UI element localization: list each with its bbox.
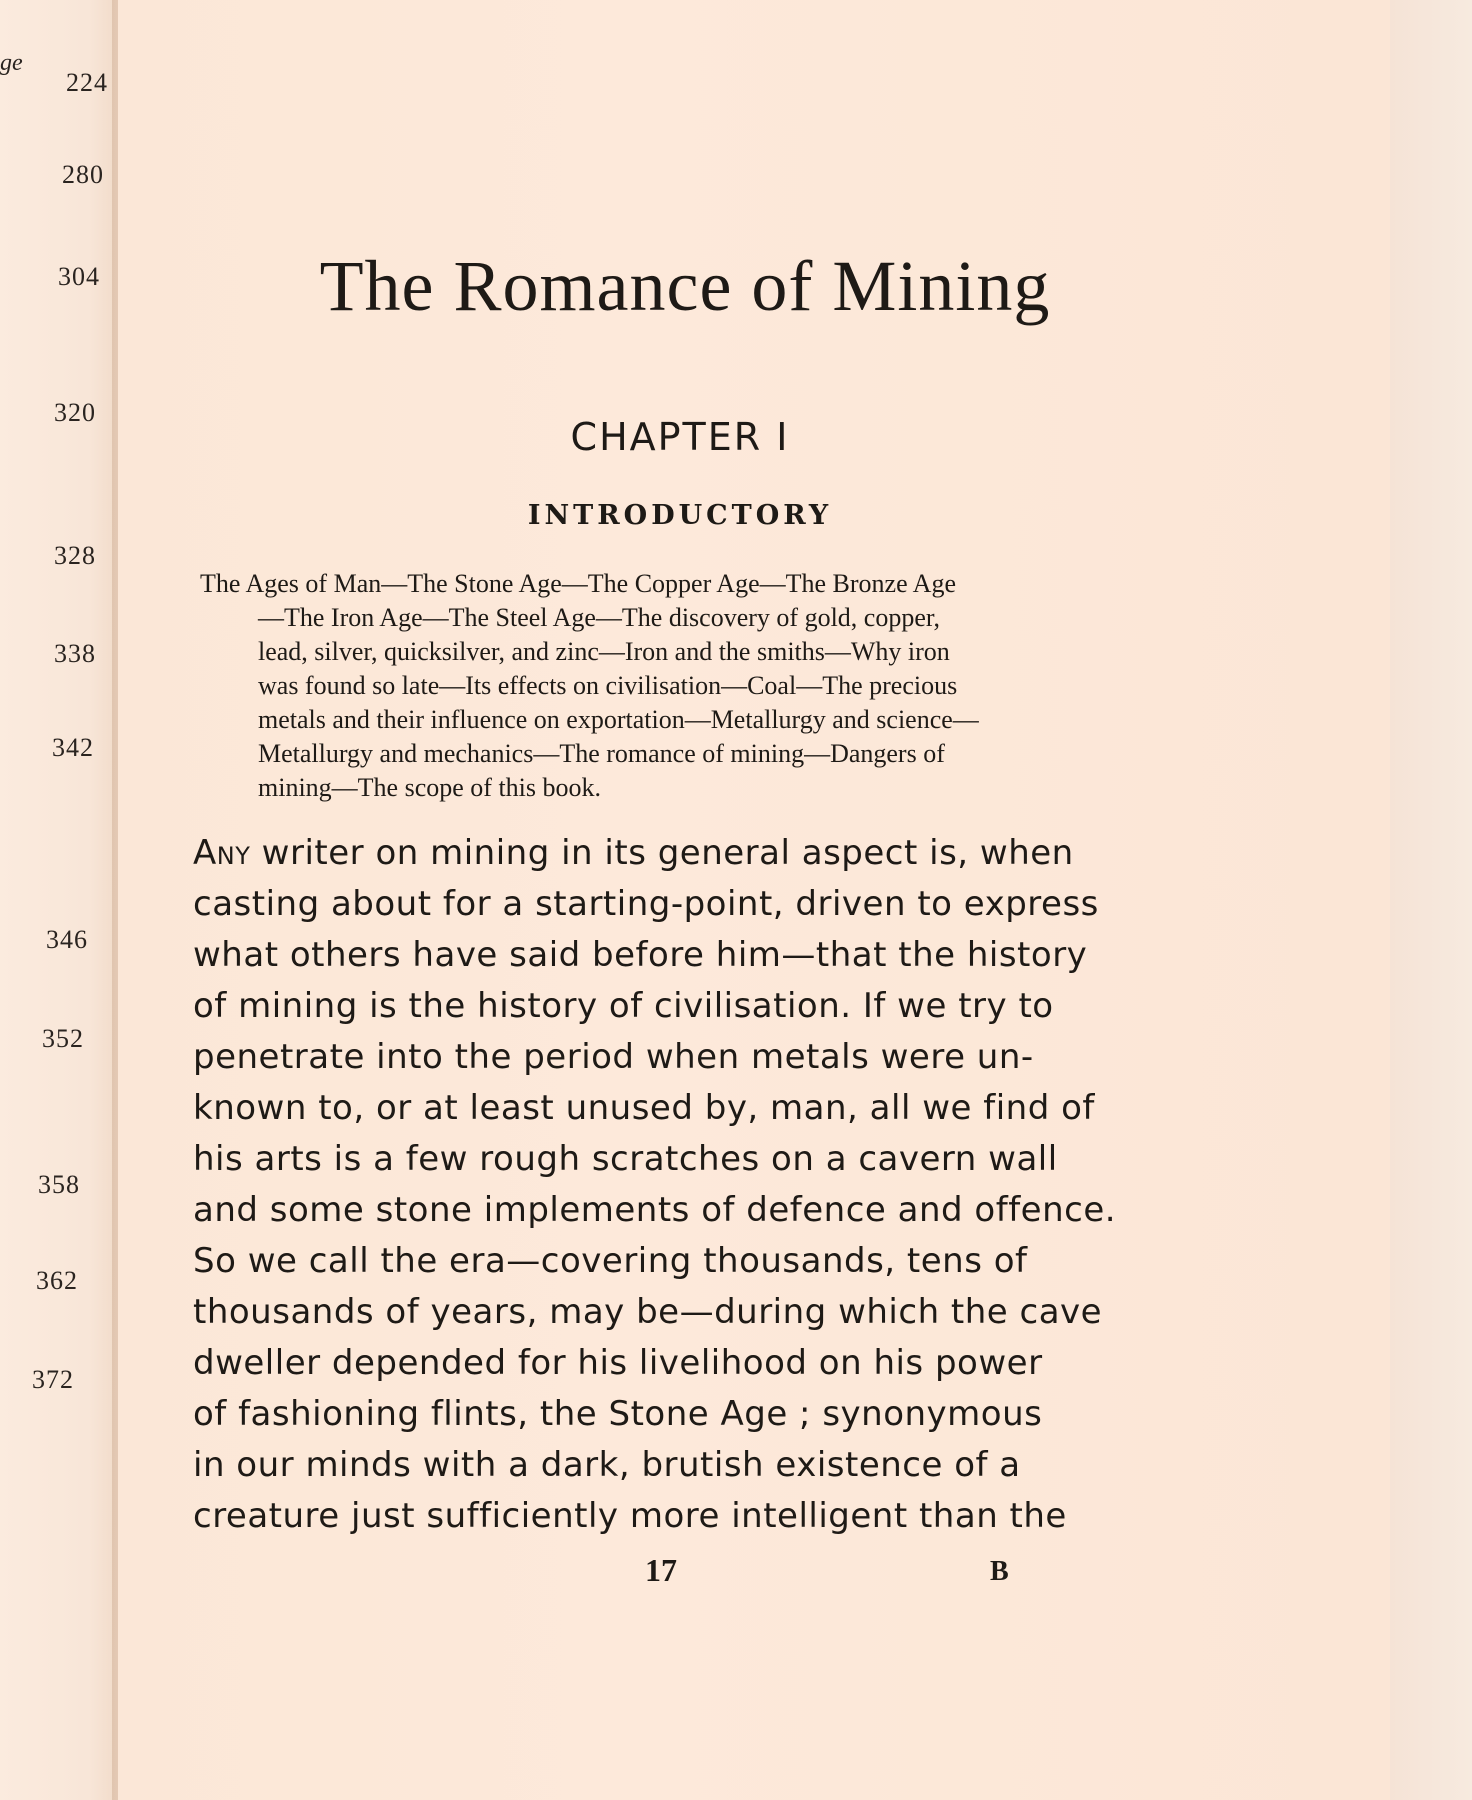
page-number: 17 <box>645 1552 677 1588</box>
body-line: what others have said before him—that the history <box>193 935 1088 975</box>
toc-page-number: 280 <box>62 160 104 189</box>
toc-page-number: 328 <box>54 541 96 570</box>
toc-page-number: 358 <box>38 1170 80 1199</box>
synopsis-line: was found so late—Its effects on civilisation—Coal—The precious <box>258 671 958 700</box>
toc-page-number: 346 <box>46 925 88 954</box>
toc-text-fragment: ge <box>0 50 23 76</box>
body-line: and some stone implements of defence and offence. <box>193 1190 1117 1230</box>
toc-page-number: 224 <box>66 68 108 97</box>
body-line: penetrate into the period when metals were un- <box>193 1037 1034 1077</box>
body-line <box>193 828 1155 879</box>
page-edge <box>1390 0 1472 1800</box>
toc-page-number: 372 <box>32 1365 74 1394</box>
body-line: known to, or at least unused by, man, all we find of <box>193 1088 1095 1128</box>
body-paragraph <box>193 828 1155 1542</box>
synopsis-line: lead, silver, quicksilver, and zinc—Iron and the smiths—Why iron <box>258 637 950 666</box>
body-line: dweller depended for his livelihood on his power <box>193 1343 1043 1383</box>
chapter-synopsis <box>200 567 1155 805</box>
toc-page-number: 304 <box>58 262 100 291</box>
body-line: casting about for a starting-point, driven to express <box>193 884 1099 924</box>
synopsis-line: Metallurgy and mechanics—The romance of mining—Dangers of <box>258 739 945 768</box>
synopsis-line: mining—The scope of this book. <box>258 773 602 802</box>
signature-mark: B <box>990 1556 1009 1587</box>
toc-page-number: 338 <box>54 639 96 668</box>
drop-word: Any <box>193 833 251 873</box>
book-title: The Romance of Mining <box>319 246 1051 326</box>
chapter-heading: CHAPTER I <box>570 415 790 459</box>
body-line: of mining is the history of civilisation. If we try to <box>193 986 1054 1026</box>
body-line: creature just sufficiently more intelligent than the <box>193 1496 1067 1536</box>
toc-page-number: 342 <box>52 733 94 762</box>
body-line: of fashioning flints, the Stone Age ; synonymous <box>193 1394 1043 1434</box>
synopsis-line: —The Iron Age—The Steel Age—The discovery of gold, copper, <box>258 603 940 632</box>
toc-page-number: 320 <box>54 398 96 427</box>
body-line: in our minds with a dark, brutish existence of a <box>193 1445 1021 1485</box>
body-line: his arts is a few rough scratches on a cavern wall <box>193 1139 1058 1179</box>
synopsis-line: The Ages of Man—The Stone Age—The Copper Age—The Bronze Age <box>200 569 956 598</box>
body-line: So we call the era—covering thousands, tens of <box>193 1241 1028 1281</box>
synopsis-line: metals and their influence on exportation—Metallurgy and science— <box>258 705 979 734</box>
body-line-rest: writer on mining in its general aspect is, when <box>250 833 1074 873</box>
toc-page-number: 352 <box>42 1024 84 1053</box>
chapter-subtitle: INTRODUCTORY <box>527 500 833 531</box>
toc-page-number: 362 <box>36 1266 78 1295</box>
body-line: thousands of years, may be—during which the cave <box>193 1292 1103 1332</box>
